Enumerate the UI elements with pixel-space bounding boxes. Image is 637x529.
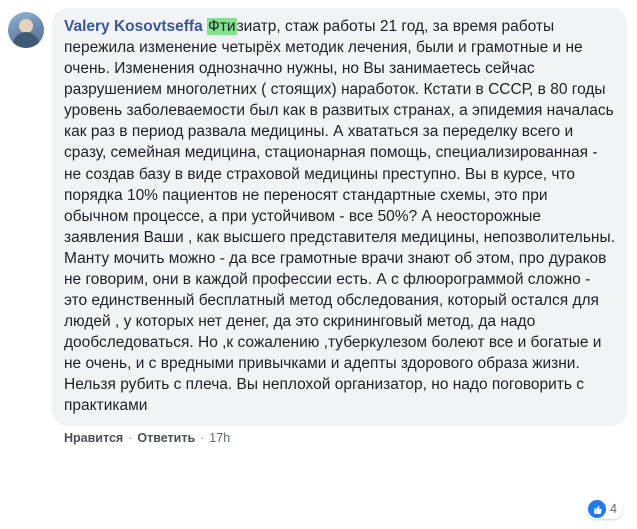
- action-separator-2: ·: [200, 431, 205, 446]
- reaction-count: 4: [610, 502, 617, 516]
- highlighted-term: Фти: [208, 18, 236, 35]
- comment-actions: [52, 431, 627, 445]
- comment-text: [64, 16, 615, 416]
- avatar[interactable]: [8, 12, 44, 48]
- avatar-body: [13, 32, 39, 48]
- reaction-summary[interactable]: [586, 499, 623, 519]
- comment-text-body: зиатр, стаж работы 21 год, за время работы пережила изменение четырёх методик лечения, были и грамотные и не очень. Изменения однозначно нужны, но Вы занимаетесь сейчас разрушением многолетних ( стоящих) наработок. Кстати в СССР, в 80 годы уровень заболеваемости был как в развитых странах, а эпидемия началась как раз в период развала медицины. А хвататься за переделку всего и сразу, семейная медицина, стационарная помощь, специализированная - не создав базу в виде страховой медицины преступно. Вы в курсе, что порядка 10% пациентов не переносят стандартные схемы, это при обычном процессе, а при устойчивом - все 50%? А неосторожные заявления Ваши , как высшего представителя медицины, непозволительны. Манту мочить можно - да все грамотные врачи знают об этом, про дураков не говорим, они в каждой профессии есть. А с флюорограммой сложно - это единственный бесплатный метод обследования, который остался для людей , у которых нет денег, да это скрининговый метод, да надо дообследоваться. Но ,к сожалению ,туберкулезом болеют все и богатые и не очень, и с вредными привычками и адепты здорового образа жизни. Нельзя рубить с плеча. Вы неплохой организатор, но надо поговорить с практиками: [64, 18, 615, 415]
- comment-bubble: [52, 8, 627, 426]
- action-separator-1: ·: [128, 431, 133, 446]
- comment-body: [52, 8, 627, 445]
- like-button[interactable]: Нравится: [64, 431, 124, 446]
- reply-button[interactable]: Ответить: [137, 431, 196, 446]
- avatar-face: [19, 19, 33, 33]
- comment-author-link[interactable]: Valery Kosovtseffa: [64, 18, 203, 35]
- comment-timestamp[interactable]: 17h: [209, 431, 231, 446]
- thumbs-up-icon: [588, 500, 606, 518]
